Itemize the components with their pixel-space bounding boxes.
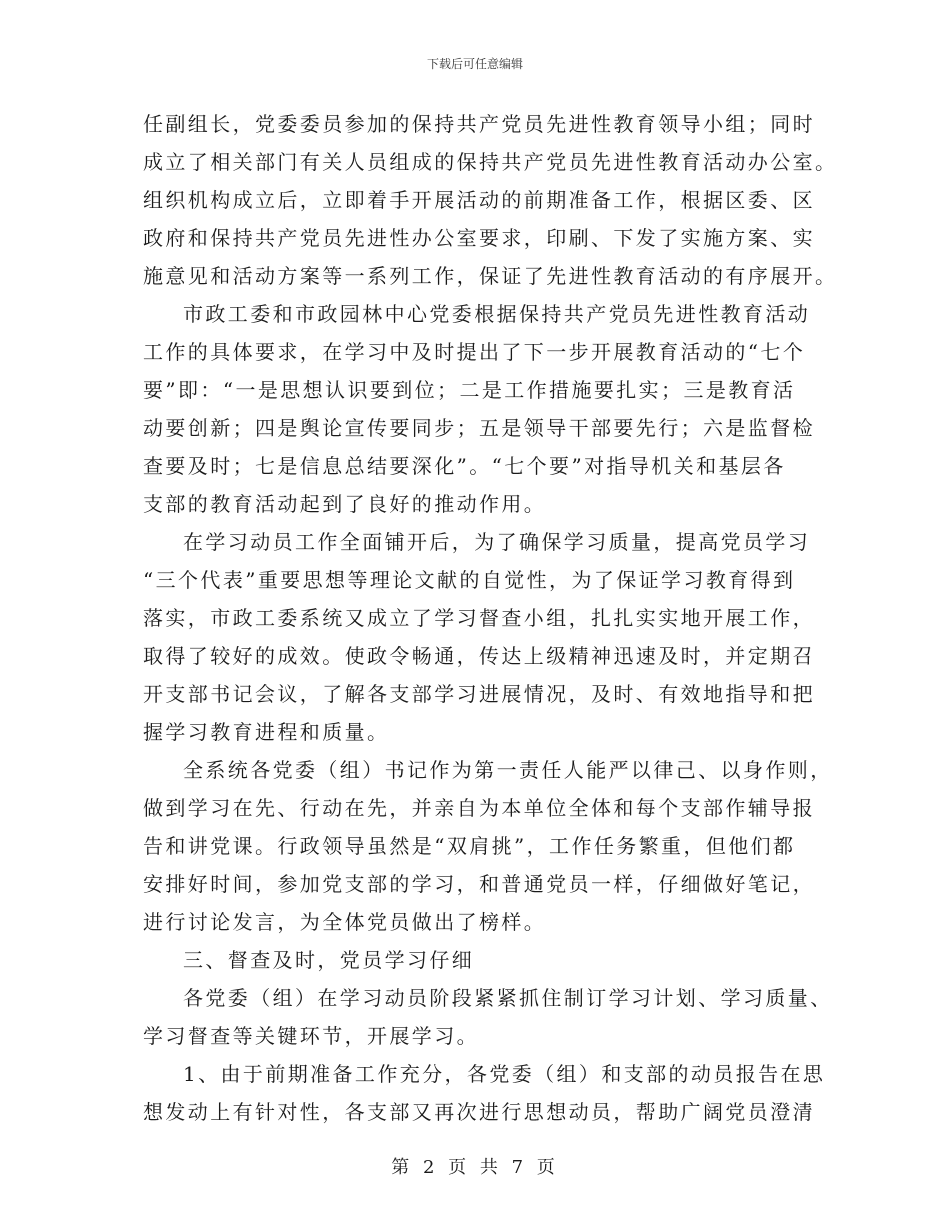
text-line: 组织机构成立后，立即着手开展活动的前期准备工作，根据区委、区 xyxy=(143,188,815,212)
header-note: 下载后可任意编辑 xyxy=(426,57,523,71)
text-line: 开支部书记会议，了解各支部学习进展情况，及时、有效地指导和把 xyxy=(143,682,815,706)
page-number: 第 2 页 共 7 页 xyxy=(391,1157,559,1178)
text-line: 取得了较好的成效。使政令畅通，传达上级精神迅速及时，并定期召 xyxy=(143,644,815,668)
text-line: 进行讨论发言，为全体党员做出了榜样。 xyxy=(143,910,547,934)
text-line: 学习督查等关键环节，开展学习。 xyxy=(143,1024,479,1048)
text-line: 政府和保持共产党员先进性办公室要求，印刷、下发了实施方案、实 xyxy=(143,226,815,250)
text-line: 要”即：“一是思想认识要到位；二是工作措施要扎实；三是教育活 xyxy=(143,378,796,402)
text-line: 成立了相关部门有关人员组成的保持共产党员先进性教育活动办公室。 xyxy=(143,150,838,174)
text-line: 做到学习在先、行动在先，并亲自为本单位全体和每个支部作辅导报 xyxy=(143,796,815,820)
text-line: 握学习教育进程和质量。 xyxy=(143,720,390,744)
text-line: 动要创新；四是舆论宣传要同步；五是领导干部要先行；六是监督检 xyxy=(143,416,815,440)
text-line: 1、由于前期准备工作充分，各党委（组）和支部的动员报告在思 xyxy=(183,1062,826,1086)
text-line: “三个代表”重要思想等理论文献的自觉性，为了保证学习教育得到 xyxy=(143,568,796,592)
text-line: 工作的具体要求，在学习中及时提出了下一步开展教育活动的“七个 xyxy=(143,340,806,364)
text-line: 安排好时间，参加党支部的学习，和普通党员一样，仔细做好笔记， xyxy=(143,872,815,896)
text-line: 告和讲党课。行政领导虽然是“双肩挑”，工作任务繁重，但他们都 xyxy=(143,834,796,858)
section-heading: 三、督查及时，党员学习仔细 xyxy=(183,948,475,972)
text-line: 市政工委和市政园林中心党委根据保持共产党员先进性教育活动 xyxy=(183,302,811,326)
text-line: 任副组长，党委委员参加的保持共产党员先进性教育领导小组；同时 xyxy=(143,112,815,136)
text-line: 落实，市政工委系统又成立了学习督查小组，扎扎实实地开展工作， xyxy=(143,606,815,630)
text-line: 想发动上有针对性，各支部又再次进行思想动员，帮助广阔党员澄清 xyxy=(143,1100,815,1124)
text-line: 各党委（组）在学习动员阶段紧紧抓住制订学习计划、学习质量、 xyxy=(183,986,833,1010)
text-line: 查要及时；七是信息总结要深化”。“七个要”对指导机关和基层各 xyxy=(143,454,786,478)
text-line: 施意见和活动方案等一系列工作，保证了先进性教育活动的有序展开。 xyxy=(143,264,838,288)
text-line: 支部的教育活动起到了良好的推动作用。 xyxy=(143,492,547,516)
text-line: 在学习动员工作全面铺开后，为了确保学习质量，提高党员学习 xyxy=(183,530,811,554)
text-line: 全系统各党委（组）书记作为第一责任人能严以律己、以身作则， xyxy=(183,758,833,782)
